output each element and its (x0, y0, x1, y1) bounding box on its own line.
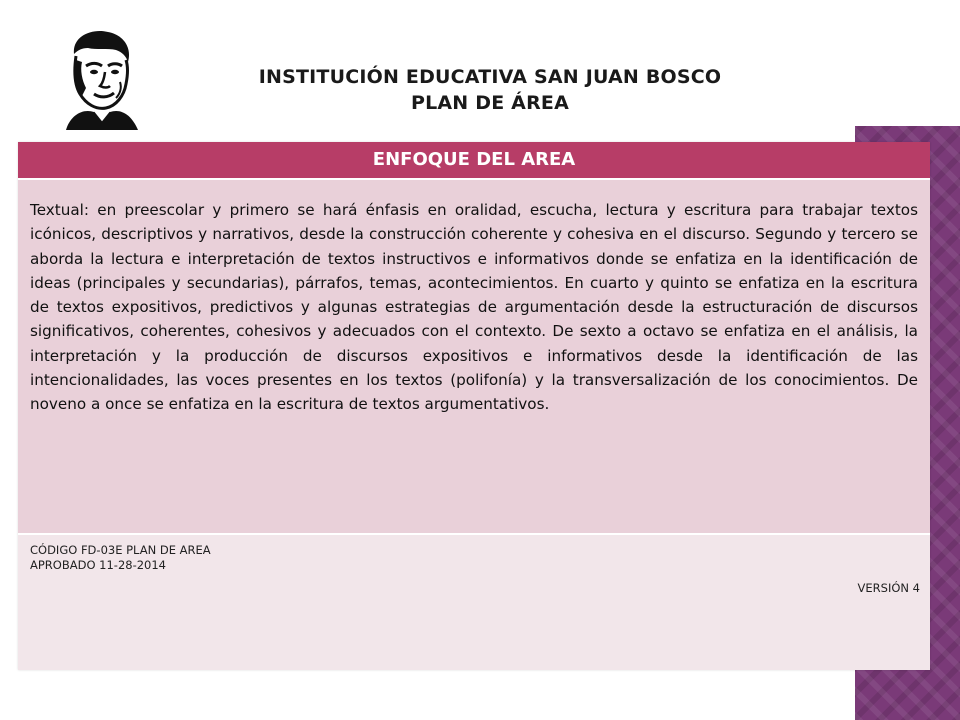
don-bosco-portrait-icon (52, 26, 144, 130)
version-label: VERSIÓN 4 (857, 581, 920, 595)
table-footer (18, 535, 930, 670)
table-title: ENFOQUE DEL AREA (18, 142, 930, 180)
document-title: PLAN DE ÁREA (410, 92, 570, 114)
document-header (170, 64, 810, 116)
institution-name: INSTITUCIÓN EDUCATIVA SAN JUAN BOSCO (258, 66, 722, 88)
approval-date: APROBADO 11-28-2014 (30, 558, 166, 572)
table-body-text: Textual: en preescolar y primero se hará énfasis en oralidad, escucha, lectura y escritura para trabajar textos icónicos, descriptivos y narrativos, desde la construcción coherente y cohesiva en el discurso. Segundo y tercero se aborda la lectura e interpretación de textos instructivos e informativos donde se enfatiza en la identificación de ideas (principales y secundarias), párrafos, temas, acontecimientos. En cuarto y quinto se enfatiza en la escritura de textos expositivos, predictivos y algunas estrategias de argumentación desde la estructuración de discursos significativos, coherentes, cohesivos y adecuados con el contexto. De sexto a octavo se enfatiza en el análisis, la interpretación y la producción de discursos expositivos e informativos desde la identificación de las intencionalidades, las voces presentes en los textos (polifonía) y la transversalización de los conocimientos. De noveno a once se enfatiza en la escritura de textos argumentativos. (18, 180, 930, 535)
document-code: CÓDIGO FD-03E PLAN DE AREA (30, 543, 211, 557)
area-approach-table (18, 142, 930, 670)
